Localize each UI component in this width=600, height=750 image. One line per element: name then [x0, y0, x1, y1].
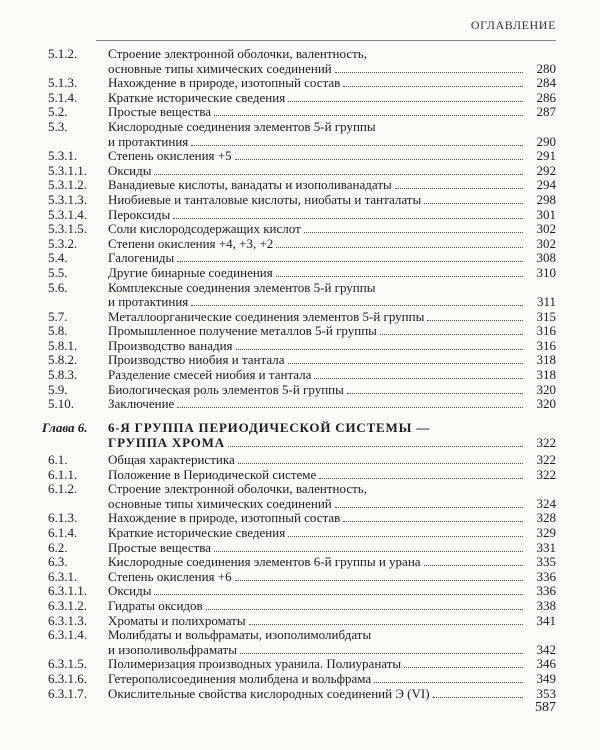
toc-entry-title: Степень окисления +6	[108, 568, 232, 584]
toc-entry-number: 6.3.1.1.	[48, 583, 87, 599]
toc-entry	[42, 453, 556, 468]
page-number: 587	[535, 700, 556, 715]
chapter-heading	[42, 420, 556, 450]
leader-dots	[314, 378, 523, 379]
leader-dots	[304, 232, 523, 233]
toc-entry-number: 6.2.	[48, 539, 68, 555]
toc-entry-number: 6.3.1.6.	[48, 670, 87, 686]
leader-dots	[288, 101, 523, 102]
toc-entry	[42, 91, 556, 106]
toc-entry-title: Строение электронной оболочки, валентность,	[108, 46, 367, 61]
toc-entry-title: Степени окисления +4, +3, +2	[108, 235, 274, 251]
toc-entry-number: 5.8.2.	[48, 352, 78, 368]
leader-dots	[214, 551, 523, 552]
toc-entry	[42, 584, 556, 599]
toc-entry-number: 6.3.1.4.	[48, 627, 87, 643]
toc-entry	[42, 383, 556, 398]
toc-entry-page: 311	[536, 294, 556, 310]
leader-dots	[236, 349, 523, 350]
toc-entry-number: 6.1.1.	[48, 466, 78, 482]
toc-entry-title: Другие бинарные соединения	[108, 264, 273, 280]
toc-entry-title: Полимеризация производных уранила. Полиуранаты	[108, 656, 402, 672]
leader-dots	[427, 320, 523, 321]
toc-entry-number: 5.3.1.1.	[48, 162, 87, 178]
toc-entry-title: и протактиния	[108, 133, 189, 149]
leader-dots	[380, 334, 523, 335]
toc-entry-title: Строение электронной оболочки, валентность,	[108, 481, 367, 497]
toc-entry-title: Оксиды	[108, 583, 152, 599]
toc-entry-number: 6.1.4.	[48, 524, 78, 540]
toc-entry	[42, 237, 556, 252]
toc-entry	[42, 105, 556, 120]
toc-entry-title: Разделение смесей ниобия и тантала	[108, 367, 312, 383]
toc-entry	[42, 570, 556, 585]
toc-entry-title: Производство ванадия	[108, 337, 233, 353]
toc-entry	[42, 208, 556, 223]
toc-entry-page: 302	[536, 221, 556, 237]
toc-entry-number: 6.1.2.	[48, 481, 78, 497]
toc-entry-page: 320	[536, 396, 556, 412]
toc-entry	[42, 368, 556, 383]
toc-entry	[42, 614, 556, 629]
toc-entry-title: Ванадиевые кислоты, ванадаты и изополиванадаты	[108, 177, 392, 193]
running-header	[40, 18, 556, 33]
chapter-title-line: 6-Я ГРУППА ПЕРИОДИЧЕСКОЙ СИСТЕМЫ —	[108, 420, 431, 435]
toc-entry-page: 331	[536, 539, 556, 555]
toc-entry-page: 322	[536, 466, 556, 482]
toc-entry	[42, 526, 556, 541]
toc-entry-number: 5.7.	[48, 308, 68, 324]
toc-entry-page: 324	[536, 495, 556, 511]
toc-entry-number: 5.9.	[48, 381, 68, 397]
toc-entry-number: 5.1.3.	[48, 75, 78, 91]
toc-entry-title: Молибдаты и вольфраматы, изополимолибдаты	[108, 627, 372, 643]
toc-entry-page: 286	[536, 89, 556, 105]
toc-entry	[42, 555, 556, 570]
toc-entry	[42, 281, 556, 310]
toc-entry	[42, 193, 556, 208]
toc-entry-page: 294	[536, 177, 556, 193]
leader-dots	[319, 478, 523, 479]
toc-entries-chapter-6	[42, 453, 556, 701]
toc-entry-page: 336	[536, 568, 556, 584]
toc-entry-number: 5.10.	[48, 396, 74, 412]
toc-entry	[42, 222, 556, 237]
leader-dots	[154, 594, 523, 595]
toc-entry-title: Оксиды	[108, 162, 152, 178]
toc-entry	[42, 628, 556, 657]
toc-entry-page: 318	[536, 352, 556, 368]
toc-entry-page: 342	[536, 641, 556, 657]
toc-entry-page: 329	[536, 524, 556, 540]
toc-entry	[42, 511, 556, 526]
toc-entry-title: основные типы химических соединений	[108, 495, 332, 511]
leader-dots	[206, 609, 523, 610]
leader-dots	[177, 407, 523, 408]
toc-entry-title: Комплексные соединения элементов 5-й группы	[108, 279, 376, 295]
toc-entry-title: Нахождение в природе, изотопный состав	[108, 75, 341, 91]
toc-entry-page: 335	[536, 554, 556, 570]
toc-entry	[42, 541, 556, 556]
toc-entry-title: Ниобиевые и танталовые кислоты, ниобаты и танталаты	[108, 191, 422, 207]
leader-dots	[228, 446, 523, 447]
toc-entry-title: Кислородные соединения элементов 6-й группы и урана	[108, 554, 421, 570]
toc-entry-page: 302	[536, 235, 556, 251]
toc-entry-title: Биологическая роль элементов 5-й группы	[108, 381, 344, 397]
toc-entry-number: 6.1.	[48, 452, 68, 467]
toc-entry-number: 5.4.	[48, 250, 68, 266]
header-rule	[96, 40, 556, 41]
toc-entry	[42, 687, 556, 702]
toc-entry-page: 310	[536, 264, 556, 280]
leader-dots	[154, 174, 523, 175]
leader-dots	[276, 247, 523, 248]
toc-entry	[42, 149, 556, 164]
toc-entry-page: 328	[536, 510, 556, 526]
toc-entry-page: 320	[536, 381, 556, 397]
toc-entry-number: 5.6.	[48, 279, 68, 295]
toc-entry-title: Гетерополисоединения молибдена и вольфрама	[108, 670, 372, 686]
leader-dots	[347, 393, 523, 394]
toc-entry-title: Соли кислородсодержащих кислот	[108, 221, 301, 237]
leader-dots	[395, 188, 523, 189]
toc-entry-number: 5.3.2.	[48, 235, 78, 251]
toc-entry	[42, 310, 556, 325]
toc-entry-title: Производство ниобия и тантала	[108, 352, 285, 368]
toc-entry-page: 308	[536, 250, 556, 266]
toc-entry	[42, 324, 556, 339]
toc-entry-title: основные типы химических соединений	[108, 60, 332, 76]
toc-entry	[42, 397, 556, 412]
toc-entry	[42, 120, 556, 149]
toc-entry	[42, 178, 556, 193]
toc-entry-page: 316	[536, 337, 556, 353]
toc-entry-title: Пероксиды	[108, 206, 171, 222]
toc-entry	[42, 47, 556, 76]
toc-entry	[42, 251, 556, 266]
toc-entry-title: Промышленное получение металлов 5-й группы	[108, 323, 377, 339]
toc-entry-page: 287	[536, 104, 556, 120]
leader-dots	[177, 261, 523, 262]
toc-entry-page: 336	[536, 583, 556, 599]
running-header-title: ОГЛАВЛЕНИЕ	[470, 18, 556, 32]
toc-entry-title: Гидраты оксидов	[108, 597, 203, 613]
toc-entry-number: 5.1.2.	[48, 46, 78, 61]
toc-entry-page: 280	[536, 60, 556, 76]
toc-entry-page: 346	[536, 656, 556, 672]
toc-entry-number: 5.1.4.	[48, 89, 78, 105]
toc-entry-title: и протактиния	[108, 294, 189, 310]
toc-entry	[42, 482, 556, 511]
leader-dots	[249, 624, 523, 625]
toc-entry	[42, 164, 556, 179]
toc-entry	[42, 599, 556, 614]
leader-dots	[235, 159, 523, 160]
toc-entry-number: 5.8.	[48, 323, 68, 339]
toc-entry	[42, 266, 556, 281]
toc-entry	[42, 672, 556, 687]
leader-dots	[374, 682, 523, 683]
leader-dots	[276, 276, 523, 277]
toc-entry-title: Положение в Периодической системе	[108, 466, 317, 482]
toc-entry	[42, 657, 556, 672]
toc-entry-number: 5.2.	[48, 104, 68, 120]
leader-dots	[343, 86, 523, 87]
toc-entry-page: 349	[536, 670, 556, 686]
leader-dots	[288, 536, 523, 537]
toc-entry-title: Галогениды	[108, 250, 175, 266]
toc-entry-page: 292	[536, 162, 556, 178]
toc-entry-page: 290	[536, 133, 556, 149]
toc-entry-number: 6.3.1.2.	[48, 597, 87, 613]
leader-dots	[191, 145, 523, 146]
chapter-title-line: ГРУППА ХРОМА	[108, 435, 225, 450]
leader-dots	[335, 72, 523, 73]
toc-entry-title: Простые вещества	[108, 539, 212, 555]
toc-section-chapter-6	[42, 420, 556, 701]
chapter-label: Глава 6.	[42, 420, 88, 435]
toc-entry-number: 5.3.1.4.	[48, 206, 87, 222]
toc-entry-number: 6.3.1.5.	[48, 656, 87, 672]
leader-dots	[335, 507, 523, 508]
toc-entry-number: 6.1.3.	[48, 510, 78, 526]
toc-entry-number: 6.3.1.3.	[48, 612, 87, 628]
toc-entry-page: 318	[536, 367, 556, 383]
toc-entry-page: 353	[536, 685, 556, 701]
toc-entry-title: Металлоорганические соединения элементов 5-й группы	[108, 308, 425, 324]
toc-section-chapter-5	[42, 47, 556, 412]
toc-entry-title: Кислородные соединения элементов 5-й группы	[108, 118, 376, 134]
toc-entry-number: 5.5.	[48, 264, 68, 280]
toc-entry-page: 316	[536, 323, 556, 339]
toc-entry-number: 5.3.1.5.	[48, 221, 87, 237]
toc-entry-page: 315	[536, 308, 556, 324]
toc-entry-title: Заключение	[108, 396, 175, 412]
toc-entry-title: Краткие исторические сведения	[108, 89, 286, 105]
chapter-page-number: 322	[536, 435, 556, 450]
toc-entry-title: Степень окисления +5	[108, 148, 232, 164]
toc-entry-page: 298	[536, 191, 556, 207]
toc-entry-page: 338	[536, 597, 556, 613]
toc-entry-title: Общая характеристика	[108, 452, 235, 467]
leader-dots	[214, 115, 523, 116]
toc-entry-page: 291	[536, 148, 556, 164]
leader-dots	[433, 697, 523, 698]
toc-entry-number: 5.8.3.	[48, 367, 78, 383]
toc-entry-title: Хроматы и полихроматы	[108, 612, 246, 628]
leader-dots	[424, 565, 523, 566]
toc-entry	[42, 353, 556, 368]
toc-entry-page: 301	[536, 206, 556, 222]
leader-dots	[238, 463, 523, 464]
toc-entry-number: 5.3.1.3.	[48, 191, 87, 207]
toc-entry-title: Нахождение в природе, изотопный состав	[108, 510, 341, 526]
toc-entry-number: 6.3.1.7.	[48, 685, 87, 701]
leader-dots	[288, 363, 524, 364]
toc-entry	[42, 76, 556, 91]
leader-dots	[240, 653, 523, 654]
toc-entry-title: Краткие исторические сведения	[108, 524, 286, 540]
leader-dots	[191, 305, 523, 306]
toc-entry-number: 6.3.1.	[48, 568, 78, 584]
toc-entry-number: 5.3.1.	[48, 148, 78, 164]
toc-entry-title: и изополивольфраматы	[108, 641, 237, 657]
leader-dots	[343, 521, 523, 522]
toc-entry	[42, 339, 556, 354]
toc-entry-number: 5.8.1.	[48, 337, 78, 353]
toc-entry-number: 6.3.	[48, 554, 68, 570]
toc-entry-page: 284	[536, 75, 556, 91]
toc-entry-page: 322	[536, 452, 556, 467]
toc-entry-number: 5.3.	[48, 118, 68, 134]
toc-entry-page: 341	[536, 612, 556, 628]
toc-entry-number: 5.3.1.2.	[48, 177, 87, 193]
toc-entry-title: Окислительные свойства кислородных соединений Э (VI)	[108, 685, 430, 701]
leader-dots	[235, 580, 523, 581]
leader-dots	[424, 203, 523, 204]
toc-entry-title: Простые вещества	[108, 104, 212, 120]
leader-dots	[404, 667, 523, 668]
toc-entry	[42, 468, 556, 483]
leader-dots	[173, 218, 523, 219]
